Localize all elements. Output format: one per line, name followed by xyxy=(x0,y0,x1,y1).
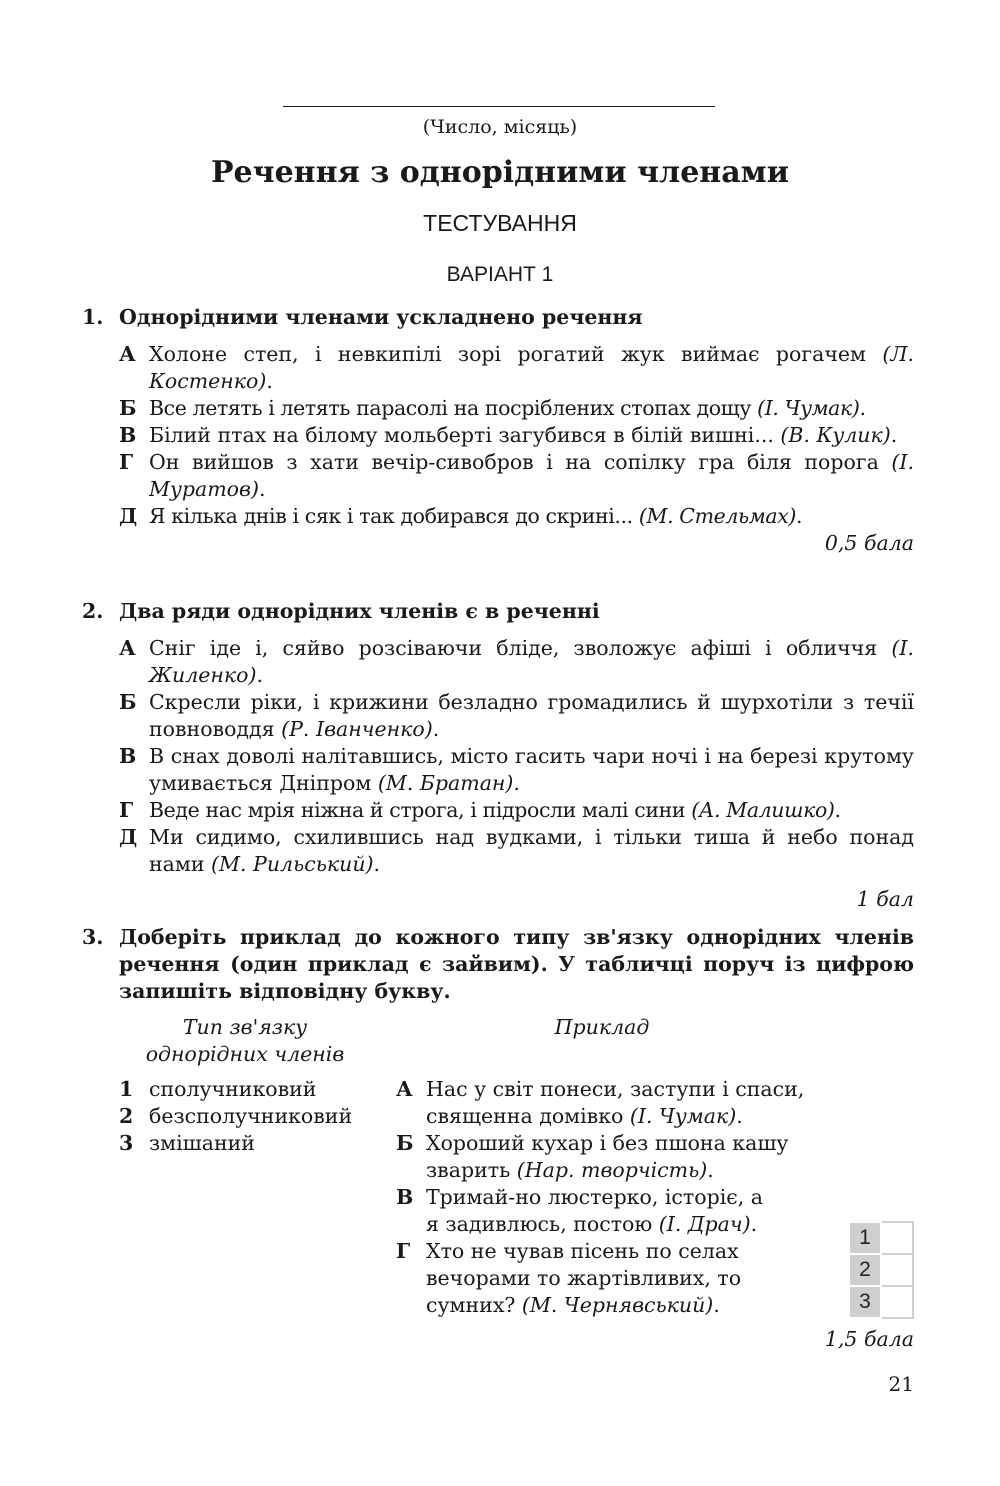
question-3 xyxy=(82,924,914,1005)
option-text: Веде нас мрія ніжна й строга, і підросли малі сини (А. Малишко). xyxy=(149,798,841,822)
question-3-stem xyxy=(82,924,914,1005)
question-points: 0,5 бала xyxy=(824,531,914,555)
page-number: 21 xyxy=(888,1372,914,1396)
question-number: 2. xyxy=(82,599,104,623)
variant-label: ВАРІАНТ 1 xyxy=(446,263,554,286)
answer-cell[interactable] xyxy=(881,1286,913,1318)
answer-option-b[interactable] xyxy=(119,689,914,743)
type-list xyxy=(119,1076,399,1157)
option-text: Скресли ріки, і крижини безладно громадились й шурхотіли з течії повноводдя (Р. Іванченко). xyxy=(149,690,914,741)
option-letter: А xyxy=(119,342,136,366)
answer-option-e[interactable] xyxy=(119,503,914,530)
option-letter: Д xyxy=(119,504,138,528)
page-title: Речення з однорідними членами xyxy=(210,155,789,190)
answer-option-d[interactable] xyxy=(119,449,914,503)
question-1 xyxy=(82,304,914,557)
answer-option-c[interactable] xyxy=(119,743,914,797)
example-item: В Тримай-но люстерко, історіє, а я задивлюсь, постою (І. Драч). xyxy=(396,1185,764,1236)
option-letter: Б xyxy=(119,690,137,714)
question-points: 1,5 бала xyxy=(824,1327,914,1351)
date-write-line[interactable] xyxy=(283,106,715,107)
answer-row-number: 3 xyxy=(849,1286,881,1318)
question-text: Однорідними членами ускладнено речення xyxy=(119,305,643,329)
example-item: А Нас у світ понеси, заступи і спаси, священна домівко (І. Чумак). xyxy=(396,1077,805,1128)
type-item: 1 сполучниковий xyxy=(119,1077,317,1101)
answer-row-number: 1 xyxy=(849,1222,881,1254)
example-list xyxy=(396,1076,836,1319)
option-letter: В xyxy=(119,744,137,768)
column-header-type: Тип зв'язку однорідних членів xyxy=(145,1015,345,1066)
question-text: Два ряди однорідних членів є в реченні xyxy=(119,599,600,623)
answer-option-c[interactable] xyxy=(119,422,914,449)
option-text: Білий птах на білому мольберті загубився в білій вишні... (В. Кулик). xyxy=(149,423,898,447)
type-item: 2 безсполучниковий xyxy=(119,1104,353,1128)
question-number: 1. xyxy=(82,305,104,329)
answer-row-number: 2 xyxy=(849,1254,881,1286)
answer-row xyxy=(849,1254,913,1286)
answer-option-a[interactable] xyxy=(119,635,914,689)
option-text: Ми сидимо, схилившись над вудками, і тільки тиша й небо понад нами (М. Рильський). xyxy=(149,825,914,876)
option-letter: В xyxy=(119,423,137,447)
question-2-stem xyxy=(82,598,914,625)
option-text: Холоне степ, і невкипілі зорі рогатий жук виймає рогачем (Л. Костенко). xyxy=(149,342,914,393)
question-text: Доберіть приклад до кожного типу зв'язку однорідних членів речення (один приклад є зайвим). У табличці поруч із цифрою запишіть відповідну букву. xyxy=(119,925,914,1003)
option-text: Сніг іде і, сяйво розсіваючи бліде, зволожує афіші і обличчя (І. Жиленко). xyxy=(149,636,914,687)
example-item: Б Хороший кухар і без пшона кашу зварить (Нар. творчість). xyxy=(396,1131,789,1182)
answer-cell[interactable] xyxy=(881,1222,913,1254)
question-points: 1 бал xyxy=(856,887,914,911)
section-subtitle: ТЕСТУВАННЯ xyxy=(423,210,577,236)
option-text: Я кілька днів і сяк і так добирався до скрині... (М. Стельмах). xyxy=(149,504,803,528)
option-text: Он вийшов з хати вечір-сивобров і на сопілку гра біля порога (І. Муратов). xyxy=(149,450,914,501)
answer-grid xyxy=(848,1221,914,1319)
answer-row xyxy=(849,1222,913,1254)
answer-option-d[interactable] xyxy=(119,797,914,824)
answer-option-e[interactable] xyxy=(119,824,914,878)
option-letter: А xyxy=(119,636,136,660)
example-item: Г Хто не чував пісень по селах вечорами то жартівливих, то сумних? (М. Чернявський). xyxy=(396,1239,742,1317)
option-letter: Г xyxy=(119,450,134,474)
option-letter: Г xyxy=(119,798,134,822)
option-text: Все летять і летять парасолі на посріблених стопах дощу (І. Чумак). xyxy=(149,396,866,420)
date-caption: (Число, місяць) xyxy=(422,116,578,138)
answer-row xyxy=(849,1286,913,1318)
question-1-stem xyxy=(82,304,914,331)
question-number: 3. xyxy=(82,925,104,949)
answer-option-a[interactable] xyxy=(119,341,914,395)
answer-cell[interactable] xyxy=(881,1254,913,1286)
question-2 xyxy=(82,598,914,913)
option-text: В снах доволі налітавшись, місто гасить чари ночі і на березі крутому умивається Дніпром (М. Братан). xyxy=(149,744,914,795)
option-letter: Д xyxy=(119,825,138,849)
answer-option-b[interactable] xyxy=(119,395,914,422)
option-letter: Б xyxy=(119,396,137,420)
type-item: 3 змішаний xyxy=(119,1131,255,1155)
column-header-example: Приклад xyxy=(554,1015,650,1039)
